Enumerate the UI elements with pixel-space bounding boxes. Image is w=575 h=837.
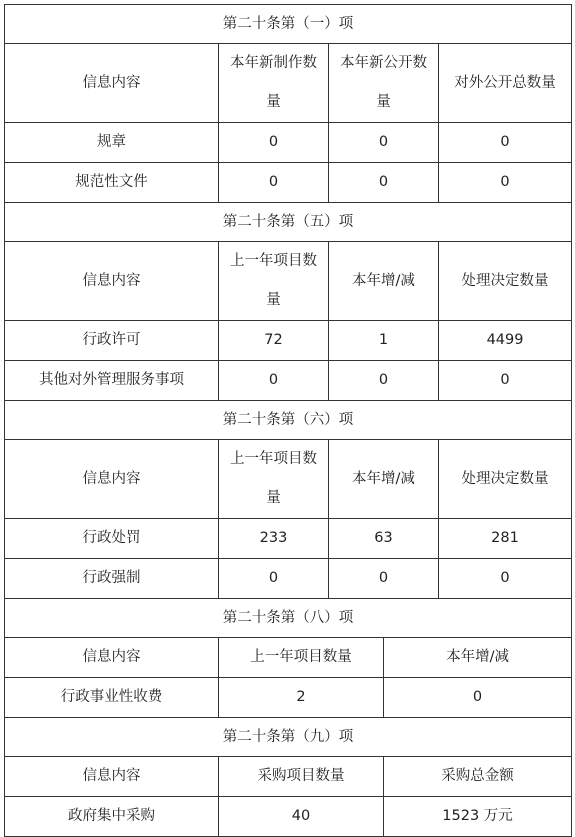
table-row <box>5 321 572 361</box>
cell-value: 40 <box>219 797 384 837</box>
table-row <box>5 361 572 401</box>
header-cell <box>329 44 439 123</box>
row-label: 其他对外管理服务事项 <box>5 361 219 401</box>
cell-value: 63 <box>329 519 439 559</box>
header-row <box>5 44 572 123</box>
cell-value: 72 <box>219 321 329 361</box>
cell-value: 0 <box>219 123 329 163</box>
cell-value: 0 <box>329 123 439 163</box>
header-cell: 本年增/减 <box>329 242 439 321</box>
section-title-row <box>5 5 572 44</box>
header-row <box>5 242 572 321</box>
cell-value: 281 <box>439 519 572 559</box>
header-cell: 信息内容 <box>5 757 219 797</box>
row-label: 行政处罚 <box>5 519 219 559</box>
cell-value: 0 <box>439 163 572 203</box>
header-label: 本年新公开数量 <box>340 55 427 110</box>
section-title-row <box>5 718 572 757</box>
header-cell: 上一年项目数量 <box>219 638 384 678</box>
cell-value: 0 <box>439 361 572 401</box>
cell-value: 0 <box>329 361 439 401</box>
cell-value: 1 <box>329 321 439 361</box>
section-title-row <box>5 203 572 242</box>
cell-value: 4499 <box>439 321 572 361</box>
section-title-row <box>5 401 572 440</box>
header-cell: 信息内容 <box>5 242 219 321</box>
section-title-row <box>5 599 572 638</box>
header-row <box>5 440 572 519</box>
table-row <box>5 797 572 837</box>
header-cell: 信息内容 <box>5 440 219 519</box>
cell-value: 0 <box>439 123 572 163</box>
header-cell: 处理决定数量 <box>439 242 572 321</box>
header-cell: 对外公开总数量 <box>439 44 572 123</box>
section-title: 第二十条第（一）项 <box>5 5 572 44</box>
cell-value: 0 <box>219 163 329 203</box>
header-label: 本年新制作数量 <box>230 55 317 110</box>
table-row <box>5 678 572 718</box>
cell-value: 233 <box>219 519 329 559</box>
row-label: 规范性文件 <box>5 163 219 203</box>
header-label: 上一年项目数量 <box>230 253 317 308</box>
section-title: 第二十条第（八）项 <box>5 599 572 638</box>
table-row <box>5 519 572 559</box>
cell-value: 0 <box>439 559 572 599</box>
cell-value: 0 <box>329 559 439 599</box>
section-title: 第二十条第（五）项 <box>5 203 572 242</box>
disclosure-table <box>4 4 572 837</box>
table-row <box>5 559 572 599</box>
row-label: 行政事业性收费 <box>5 678 219 718</box>
cell-value: 1523 万元 <box>384 797 572 837</box>
cell-value: 0 <box>329 163 439 203</box>
header-cell: 信息内容 <box>5 638 219 678</box>
header-cell: 本年增/减 <box>329 440 439 519</box>
header-cell <box>219 44 329 123</box>
header-row <box>5 757 572 797</box>
header-cell <box>219 242 329 321</box>
section-title: 第二十条第（六）项 <box>5 401 572 440</box>
cell-value: 0 <box>219 361 329 401</box>
section-title: 第二十条第（九）项 <box>5 718 572 757</box>
header-cell: 采购项目数量 <box>219 757 384 797</box>
row-label: 行政强制 <box>5 559 219 599</box>
header-cell: 信息内容 <box>5 44 219 123</box>
cell-value: 0 <box>219 559 329 599</box>
table-row <box>5 163 572 203</box>
table-row <box>5 123 572 163</box>
header-row <box>5 638 572 678</box>
cell-value: 0 <box>384 678 572 718</box>
row-label: 行政许可 <box>5 321 219 361</box>
header-cell: 采购总金额 <box>384 757 572 797</box>
cell-value: 2 <box>219 678 384 718</box>
header-label: 上一年项目数量 <box>230 451 317 506</box>
header-cell <box>219 440 329 519</box>
header-cell: 本年增/减 <box>384 638 572 678</box>
row-label: 规章 <box>5 123 219 163</box>
header-cell: 处理决定数量 <box>439 440 572 519</box>
row-label: 政府集中采购 <box>5 797 219 837</box>
